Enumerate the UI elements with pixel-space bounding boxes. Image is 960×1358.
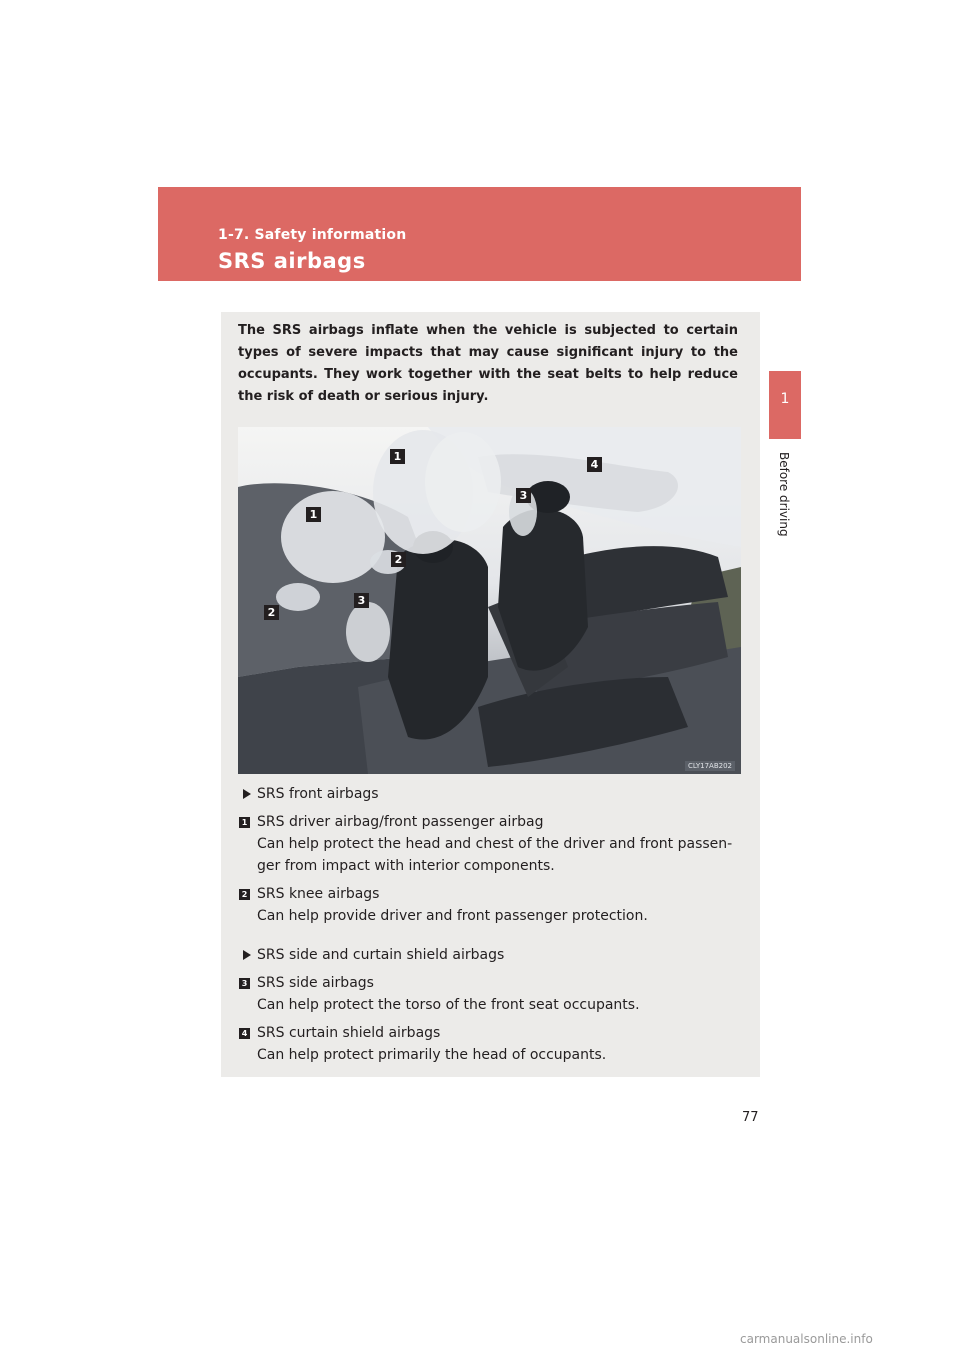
number-box-icon: 4 [239,1028,250,1039]
group-heading [238,783,748,805]
group-heading-text: SRS front airbags [257,786,379,802]
driver-airbag [281,491,385,583]
content-box [221,312,760,1077]
callout-1-passenger: 1 [390,449,405,464]
figure-code: CLY17AB202 [685,761,735,771]
watermark: carmanualsonline.info [740,1332,873,1346]
callout-4-curtain: 4 [587,457,602,472]
callout-2-passenger: 2 [391,552,406,567]
driver-knee-airbag [276,583,320,611]
item-description-cont: ger from impact with interior components. [257,858,555,874]
callout-3-driver: 3 [354,593,369,608]
list-item [238,811,748,877]
number-box-icon: 2 [239,889,250,900]
item-description: Can help protect the head and chest of the driver and front passen- [257,836,733,852]
airbag-illustration [238,427,741,774]
item-description: Can help provide driver and front passenger protection. [257,908,648,924]
group-heading [238,944,748,966]
airbag-list [238,780,748,1066]
chapter-number: 1 [780,391,790,407]
item-title: SRS curtain shield airbags [257,1025,441,1041]
driver-side-airbag [346,602,390,662]
intro-paragraph: The SRS airbags inflate when the vehicle is subjected to certain types of severe impacts that may cause significant injury to the occupants. They work together with the seat belts to help reduce the risk of death or serious injury. [238,323,738,404]
section-header [158,187,801,281]
callout-1-driver: 1 [306,507,321,522]
callout-2-driver: 2 [264,605,279,620]
callout-3-passenger: 3 [516,488,531,503]
list-item [238,1022,748,1066]
section-label: 1-7. Safety information [218,227,407,243]
list-item [238,972,748,1016]
item-title: SRS driver airbag/front passenger airbag [257,814,544,830]
chapter-label: Before driving [777,452,791,537]
item-description: Can help protect primarily the head of occupants. [257,1047,607,1063]
list-item [238,883,748,927]
chapter-tab[interactable] [769,371,801,439]
triangle-bullet-icon [243,789,251,799]
car-interior-drawing [238,427,741,774]
item-title: SRS knee airbags [257,886,380,902]
page-title: SRS airbags [218,249,366,273]
number-box-icon: 1 [239,817,250,828]
number-box-icon: 3 [239,978,250,989]
item-title: SRS side airbags [257,975,374,991]
triangle-bullet-icon [243,950,251,960]
item-description: Can help protect the torso of the front seat occupants. [257,997,640,1013]
page-number: 77 [742,1110,759,1125]
group-heading-text: SRS side and curtain shield airbags [257,947,505,963]
